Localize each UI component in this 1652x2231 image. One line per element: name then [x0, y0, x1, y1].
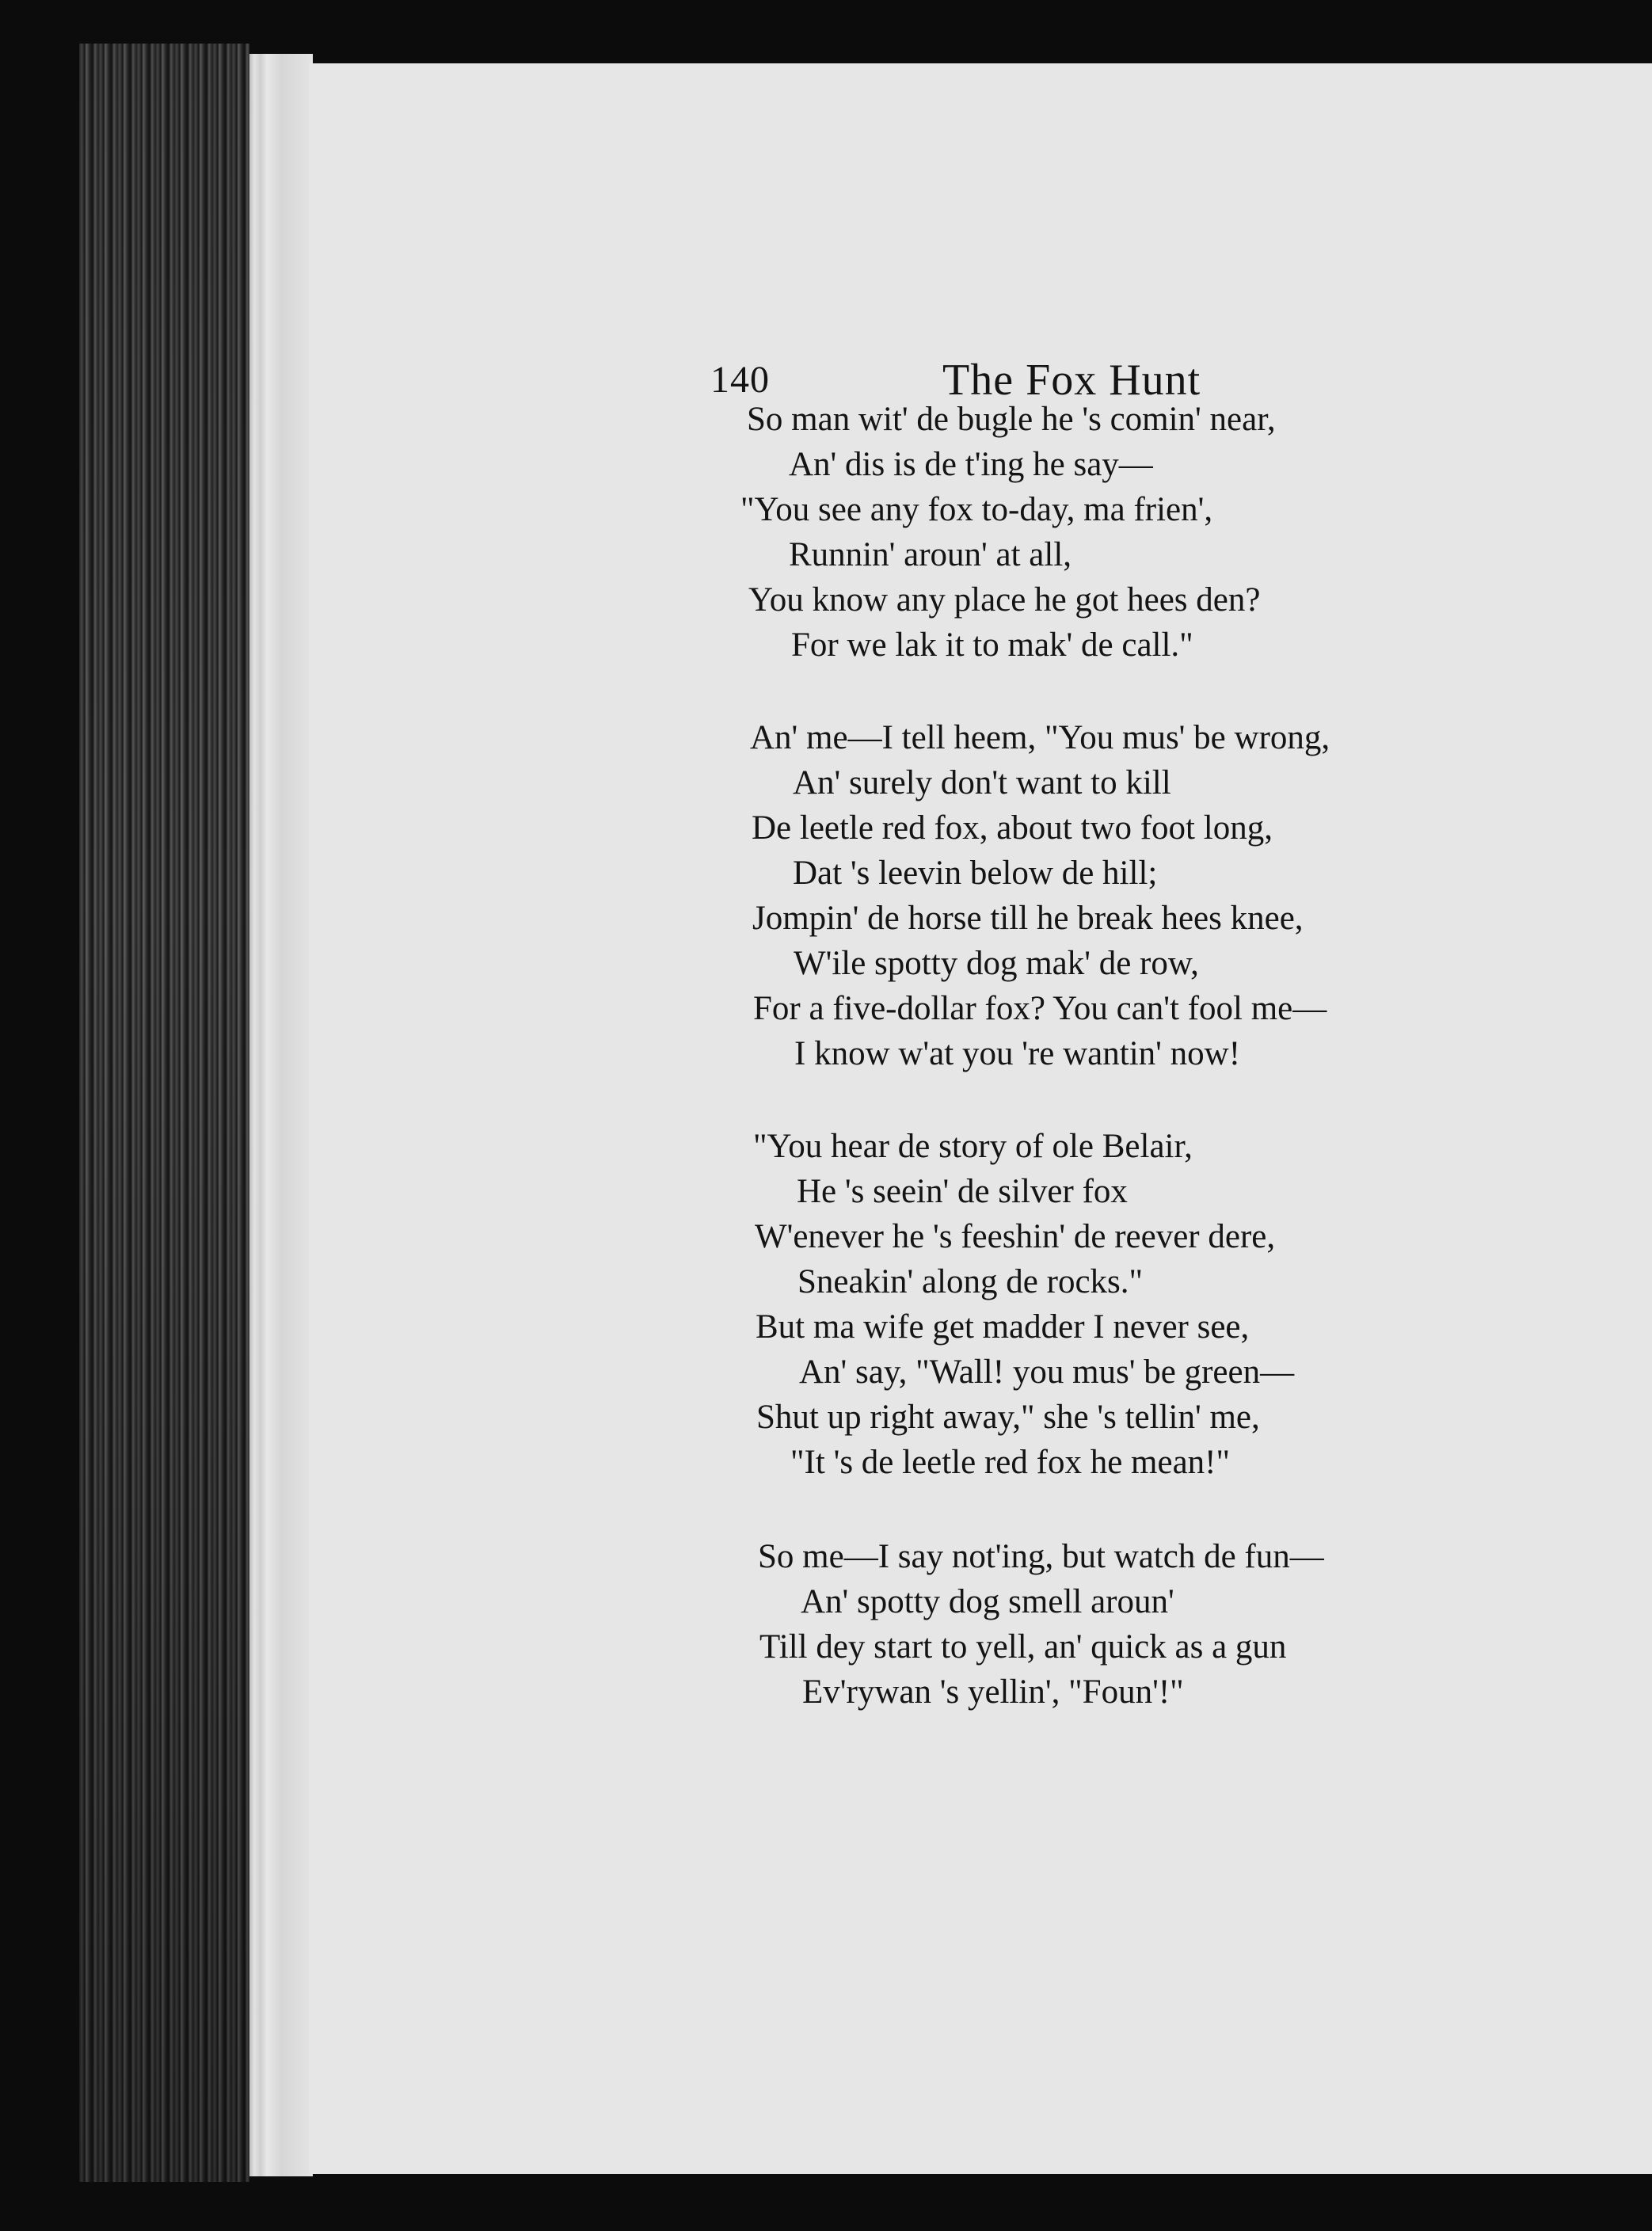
page-stack-edge — [249, 54, 313, 2176]
poem-line: An' say, "Wall! you mus' be green— — [799, 1353, 1295, 1391]
poem-line: For we lak it to mak' de call." — [791, 626, 1193, 664]
poem-line: De leetle red fox, about two foot long, — [752, 809, 1273, 847]
poem-line: W'enever he 's feeshin' de reever dere, — [755, 1218, 1276, 1255]
poem-line: I know w'at you 're wantin' now! — [794, 1035, 1241, 1072]
poem-line: Sneakin' along de rocks." — [797, 1263, 1144, 1300]
poem-line: Dat 's leevin below de hill; — [793, 855, 1158, 892]
page-header — [309, 293, 1652, 405]
poem-line: So me—I say not'ing, but watch de fun— — [758, 1538, 1324, 1575]
poem-line: So man wit' de bugle he 's comin' near, — [747, 401, 1276, 438]
poem-line: He 's seein' de silver fox — [797, 1173, 1128, 1210]
spine-shadow — [79, 44, 249, 2182]
poem-line: Jompin' de horse till he break hees knee, — [752, 900, 1304, 937]
book-page — [309, 63, 1652, 2174]
poem-line: Ev'rywan 's yellin', "Foun'!" — [802, 1673, 1184, 1711]
poem-line: "You see any fox to-day, ma frien', — [740, 491, 1213, 528]
poem-line: An' dis is de t'ing he say— — [789, 446, 1153, 483]
poem-line: An' surely don't want to kill — [793, 764, 1171, 801]
poem-line: "You hear de story of ole Belair, — [753, 1128, 1193, 1165]
poem-line: You know any place he got hees den? — [748, 581, 1261, 619]
poem-line: "It 's de leetle red fox he mean!" — [790, 1444, 1231, 1481]
running-title: The Fox Hunt — [942, 356, 1201, 405]
poem-line: For a five-dollar fox? You can't fool me— — [753, 990, 1327, 1027]
poem-line: Runnin' aroun' at all, — [789, 536, 1072, 573]
poem-line: Shut up right away," she 's tellin' me, — [756, 1399, 1260, 1436]
poem-line: An' me—I tell heem, "You mus' be wrong, — [750, 719, 1330, 756]
poem-line: But ma wife get madder I never see, — [756, 1308, 1250, 1346]
poem-line: An' spotty dog smell aroun' — [801, 1583, 1174, 1620]
poem-line: Till dey start to yell, an' quick as a gun — [759, 1628, 1287, 1666]
poem-line: W'ile spotty dog mak' de row, — [794, 945, 1199, 982]
page-number: 140 — [710, 359, 770, 401]
